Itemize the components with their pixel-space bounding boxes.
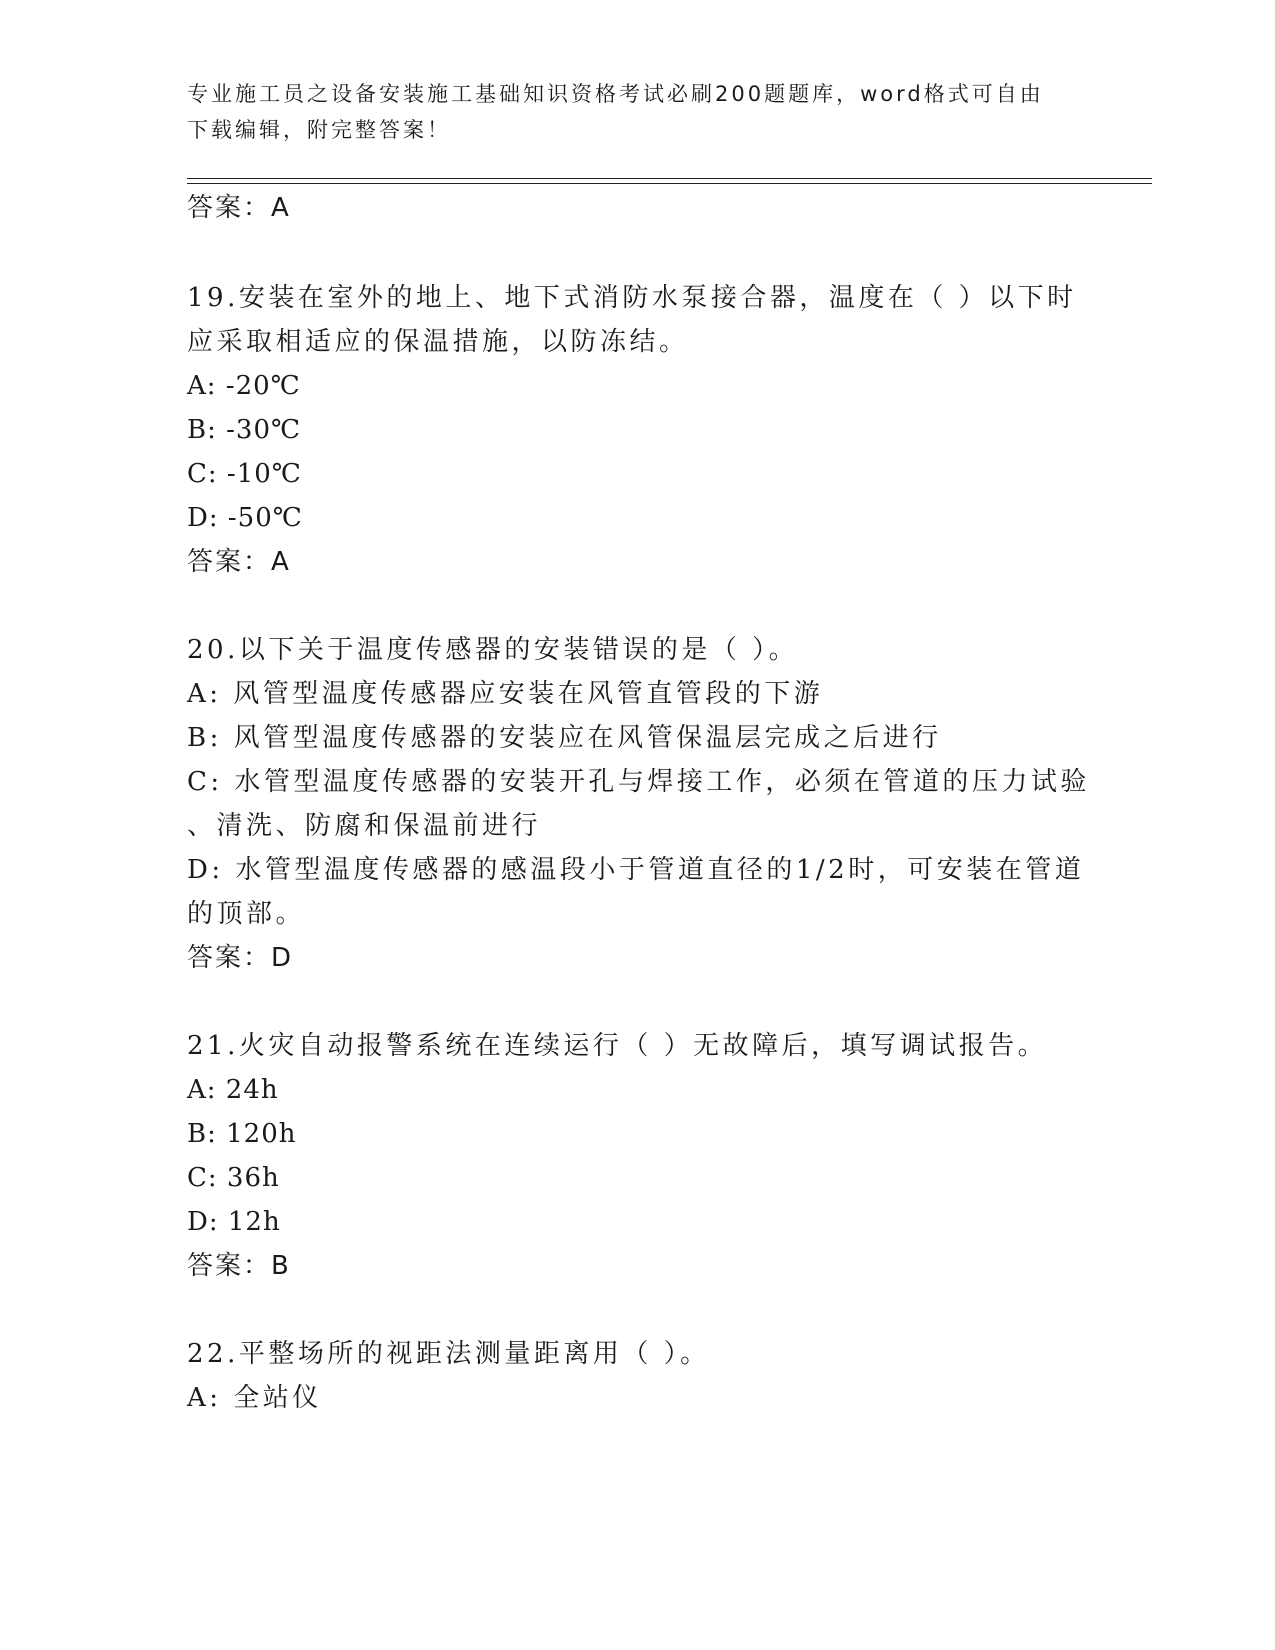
answer-20: 答案：D (187, 943, 294, 973)
question-19-option-a: A: -20℃ (187, 371, 301, 401)
header-divider-top (187, 178, 1152, 179)
question-20-option-b: B: 风管型温度传感器的安装应在风管保温层完成之后进行 (187, 723, 942, 753)
question-20-stem: 20.以下关于温度传感器的安装错误的是（ ）。 (187, 635, 799, 665)
answer-21: 答案：B (187, 1251, 291, 1281)
header-line-1: 专业施工员之设备安装施工基础知识资格考试必刷200题题库，word格式可自由 (187, 82, 1044, 106)
question-21-option-c: C: 36h (187, 1163, 280, 1193)
question-22-stem: 22.平整场所的视距法测量距离用（ ）。 (187, 1339, 710, 1369)
header-line-2: 下载编辑，附完整答案！ (187, 118, 451, 142)
question-19-stem-line-1: 19.安装在室外的地上、地下式消防水泵接合器，温度在（ ）以下时 (187, 283, 1077, 313)
question-19-option-d: D: -50℃ (187, 503, 303, 533)
question-22-option-a: A: 全站仪 (187, 1383, 322, 1413)
question-19-option-b: B: -30℃ (187, 415, 302, 445)
document-header (187, 76, 1067, 148)
question-21-option-b: B: 120h (187, 1119, 297, 1149)
question-20-option-c: C: 水管型温度传感器的安装开孔与焊接工作，必须在管道的压力试验 (187, 767, 1090, 797)
answer-19: 答案：A (187, 547, 291, 577)
question-21-stem: 21.火灾自动报警系统在连续运行（ ）无故障后，填写调试报告。 (187, 1031, 1048, 1061)
question-20-option-d-continued: 的顶部。 (187, 899, 306, 929)
answer-18: 答案：A (187, 193, 291, 223)
question-20-option-d: D: 水管型温度传感器的感温段小于管道直径的1/2时，可安装在管道 (187, 855, 1085, 885)
question-19-option-c: C: -10℃ (187, 459, 302, 489)
question-21-option-d: D: 12h (187, 1207, 281, 1237)
question-19-stem-line-2: 应采取相适应的保温措施，以防冻结。 (187, 327, 689, 357)
header-divider-bottom (187, 183, 1152, 184)
question-20-option-a: A: 风管型温度传感器应安装在风管直管段的下游 (187, 679, 824, 709)
question-20-option-c-continued: 、清洗、防腐和保温前进行 (187, 811, 542, 841)
question-21-option-a: A: 24h (187, 1075, 279, 1105)
